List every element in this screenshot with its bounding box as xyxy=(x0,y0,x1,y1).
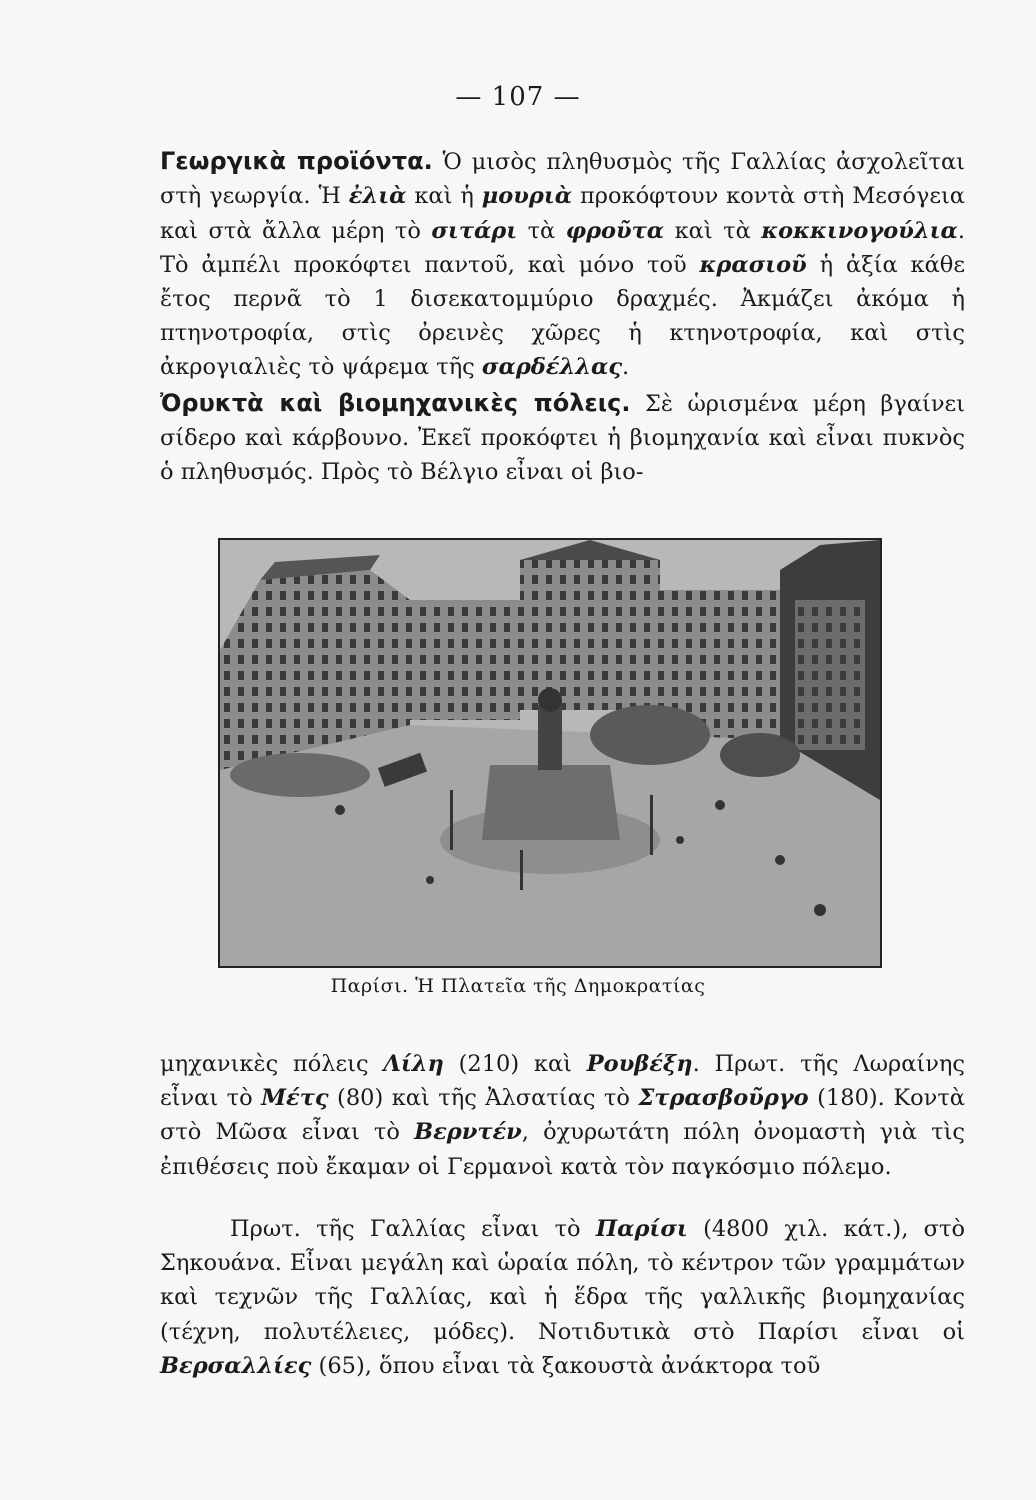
building-center xyxy=(520,560,660,710)
term-fruits: φροῦτα xyxy=(565,217,665,244)
text-run: (180). Κοντὰ στὸ Μῶσα εἶναι τὸ xyxy=(160,1085,965,1146)
monument-base xyxy=(482,765,620,840)
carriage xyxy=(426,876,434,884)
monument-column xyxy=(538,705,562,770)
carriage xyxy=(335,805,345,815)
text-run: τὰ xyxy=(517,217,566,244)
figure-caption: Παρίσι. Ἡ Πλατεῖα τῆς Δημοκρατίας xyxy=(330,975,706,997)
trees-right xyxy=(720,733,800,777)
carriage xyxy=(814,904,826,916)
paragraph-paris xyxy=(160,1212,965,1383)
text-run: (4800 χιλ. κάτ.), στὸ Σηκουάνα. Εἶναι μεγάλη καὶ ὡραία πόλη, τὸ κέντρον τῶν γραμμάτων καὶ τεχνῶν τῆς Γαλλίας, καὶ ἡ ἕδρα τῆς γαλλικῆς βιομηχανίας (τέχνη, πολυτέλειες, μόδες). Νοτιδυτικὰ στὸ Παρίσι εἶναι οἱ xyxy=(160,1216,966,1345)
text-run: καὶ τὰ xyxy=(664,217,762,244)
term-beets: κοκκινογούλια xyxy=(761,217,958,244)
term-strasbourg: Στρασβοῦργο xyxy=(638,1085,809,1112)
trees-center xyxy=(590,705,710,765)
term-olive: ἐλιὰ xyxy=(348,183,407,210)
term-verdun: Βερντέν xyxy=(414,1119,522,1146)
text-run: (80) καὶ τῆς Ἀλσατίας τὸ xyxy=(328,1085,639,1112)
term-roubaix: Ρουβέξη xyxy=(586,1051,693,1077)
text-run: (210) καὶ xyxy=(443,1051,587,1077)
carriage xyxy=(775,855,785,865)
building-right-windows xyxy=(795,600,865,750)
text-run: Ὁ μισὸς πληθυσμὸς τῆς Γαλλίας ἀσχολεῖται στὴ γεωργία. Ἡ xyxy=(160,149,965,210)
term-metz: Μέτς xyxy=(261,1085,329,1112)
lamp-post xyxy=(450,790,453,850)
text-run: . Πρωτ. τῆς Λωραίνης εἶναι τὸ xyxy=(160,1051,965,1112)
text-run: , ὀχυρωτάτη πόλη ὀνομαστὴ γιὰ τὶς ἐπιθέσεις ποὺ ἔκαμαν οἱ Γερμανοὶ κατὰ τὸν παγκόσμιο πόλεμο. xyxy=(160,1119,965,1180)
paragraph-industrial-cities xyxy=(160,1047,965,1184)
lamp-post xyxy=(520,850,523,890)
text-run: . xyxy=(622,354,630,381)
text-run: Πρωτ. τῆς Γαλλίας εἶναι τὸ xyxy=(230,1216,596,1242)
text-run: . Τὸ ἀμπέλι προκόφτει παντοῦ, καὶ μόνο τοῦ xyxy=(160,217,965,278)
term-sardines: σαρδέλλας xyxy=(481,354,623,381)
term-paris: Παρίσι xyxy=(595,1216,688,1242)
text-run: Σὲ ὡρισμένα μέρη βγαίνει σίδερο καὶ κάρβουνο. Ἐκεῖ προκόφτει ἡ βιομηχανία καὶ εἶναι πυκνὸς ὁ πληθυσμός. Πρὸς τὸ Βέλγιο εἶναι οἱ βιο- xyxy=(160,390,965,486)
paragraph-agriculture-minerals xyxy=(160,143,965,489)
photo-place-de-la-republique xyxy=(218,538,882,968)
heading-agricultural-products: Γεωργικὰ προϊόντα. xyxy=(160,147,433,175)
street-scene-illustration xyxy=(220,540,880,966)
page-number: — 107 — xyxy=(455,82,581,112)
text-run: ἡ ἀξία κάθε ἔτος περνᾶ τὸ 1 δισεκατομμύριο δραχμές. Ἀκμάζει ἀκόμα ἡ πτηνοτροφία, στὶς ὀρεινὲς χῶρες ἡ κτηνοτροφία, καὶ στὶς ἀκρογιαλιὲς τὸ ψάρεμα τῆς xyxy=(160,251,965,381)
term-mulberry: μουριὰ xyxy=(481,183,573,210)
text-run: (65), ὅπου εἶναι τὰ ξακουστὰ ἀνάκτορα τοῦ xyxy=(311,1352,821,1379)
text-run: προκόφτουν κοντὰ στὴ Μεσόγεια καὶ στὰ ἄλλα μέρη τὸ xyxy=(160,183,965,244)
term-wheat: σιτάρι xyxy=(431,217,518,244)
term-lille: Λίλη xyxy=(383,1051,444,1077)
term-versailles: Βερσαλλίες xyxy=(160,1352,312,1379)
building-center-left xyxy=(410,600,520,720)
trees-left xyxy=(230,753,370,797)
text-run: καὶ ἡ xyxy=(406,183,482,210)
text-run: μηχανικὲς πόλεις xyxy=(160,1051,384,1077)
lamp-post xyxy=(650,795,653,855)
carriage xyxy=(676,836,684,844)
term-wine: κρασιοῦ xyxy=(699,251,807,278)
monument-statue xyxy=(538,688,562,712)
heading-minerals-industrial-cities: Ὀρυκτὰ καὶ βιομηχανικὲς πόλεις. xyxy=(160,388,631,417)
carriage xyxy=(715,800,725,810)
